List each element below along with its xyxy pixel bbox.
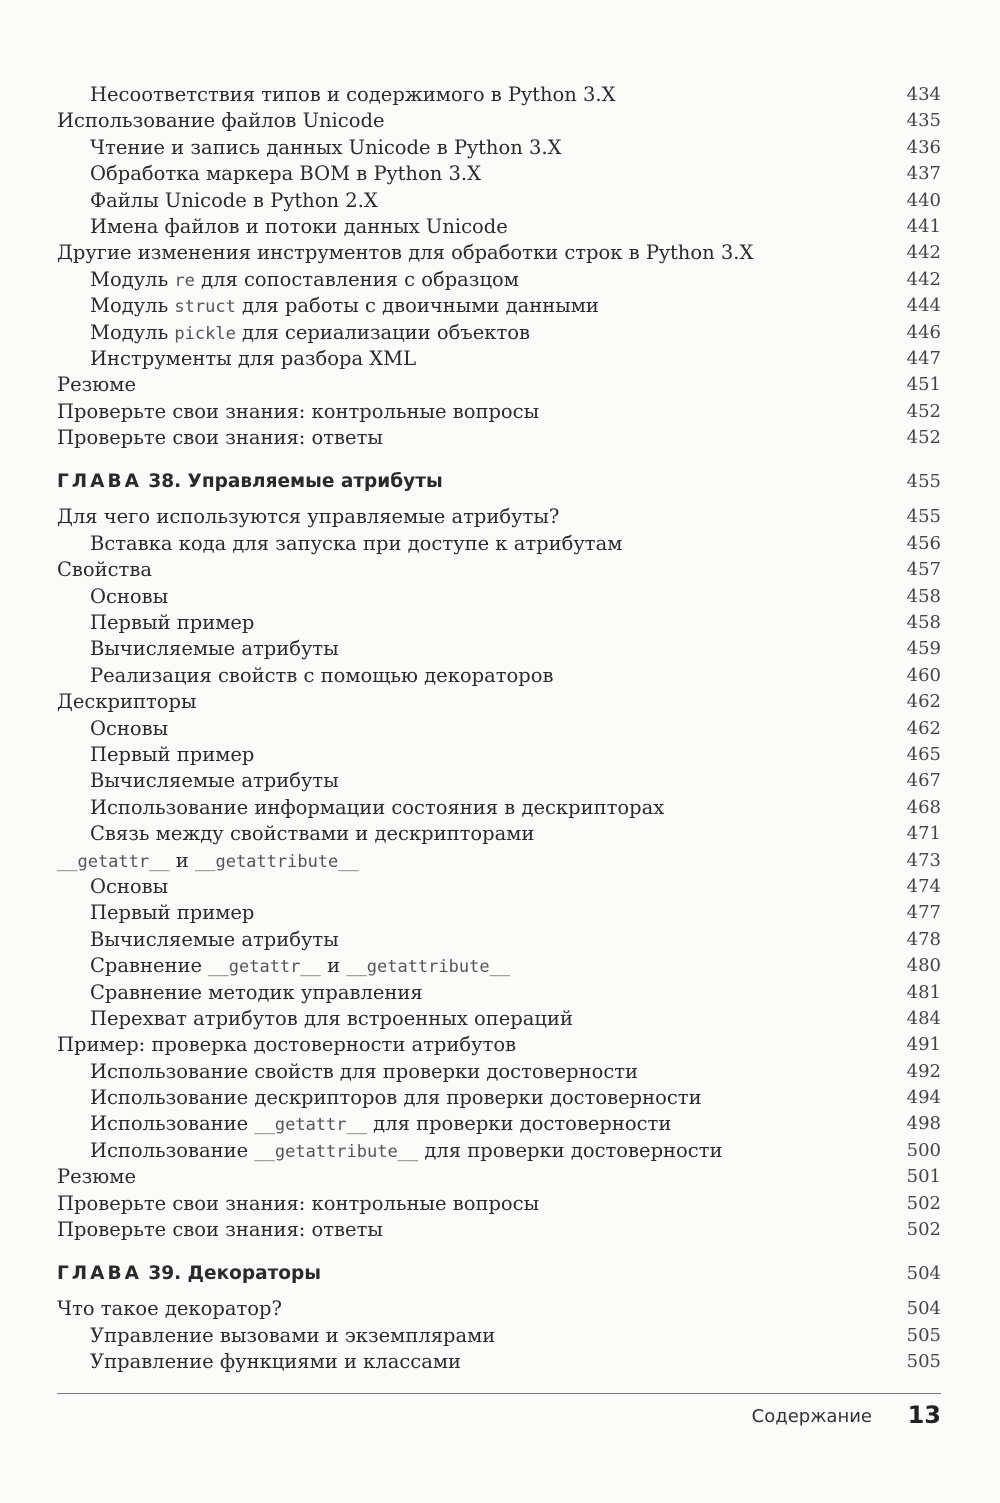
toc-entry-title xyxy=(57,1191,539,1217)
footer-divider xyxy=(57,1393,941,1394)
toc-page-number: 435 xyxy=(906,110,941,132)
chapter-heading xyxy=(57,1257,941,1290)
toc-entry-title xyxy=(90,874,168,900)
toc-page-number: 504 xyxy=(906,1298,941,1320)
title-text: для сопоставления с образцом xyxy=(194,267,519,291)
toc-page-number: 455 xyxy=(906,471,941,493)
toc-subsection xyxy=(57,135,941,161)
toc-page-number: 498 xyxy=(906,1113,941,1135)
toc-page-number: 492 xyxy=(906,1060,941,1082)
toc-page-number: 477 xyxy=(906,902,941,924)
toc-entry-title xyxy=(57,1164,136,1190)
toc-page-number: 480 xyxy=(906,955,941,977)
title-text: Использование xyxy=(90,1112,255,1136)
code-identifier: __getattr__ xyxy=(208,957,321,978)
toc-page-number: 494 xyxy=(906,1087,941,1109)
toc-page-number: 458 xyxy=(906,585,941,607)
code-identifier: __getattribute__ xyxy=(254,1141,419,1162)
toc-section xyxy=(57,1296,941,1322)
toc-page-number: 437 xyxy=(906,163,941,185)
toc-entry-title xyxy=(90,188,378,214)
toc-subsection xyxy=(57,214,941,240)
title-text: Сравнение xyxy=(90,954,209,978)
title-text: Использование свойств для проверки достоверности xyxy=(90,1059,639,1083)
title-text: Проверьте свои знания: ответы xyxy=(57,426,383,450)
toc-entry-title xyxy=(90,161,481,187)
toc-entry-title xyxy=(57,399,539,425)
title-text: Первый пример xyxy=(90,742,255,766)
title-text: Проверьте свои знания: ответы xyxy=(57,1218,383,1242)
title-text: Другие изменения инструментов для обработки строк в Python 3.X xyxy=(57,241,754,265)
title-text: Использование файлов Unicode xyxy=(57,109,385,133)
toc-entry-title xyxy=(90,1085,702,1111)
toc-subsection xyxy=(57,161,941,187)
toc-subsection xyxy=(57,1138,941,1164)
toc-page-number: 434 xyxy=(906,84,941,105)
title-text: Свойства xyxy=(57,558,152,582)
toc-subsection xyxy=(57,346,941,372)
toc-entry-title xyxy=(57,504,559,530)
toc-entry-title xyxy=(90,795,664,821)
title-text: Вычисляемые атрибуты xyxy=(90,637,339,661)
toc-page-number: 504 xyxy=(906,1263,941,1285)
toc-entry-title xyxy=(90,1323,495,1349)
title-text: Вычисляемые атрибуты xyxy=(90,927,339,951)
title-text: Для чего используются управляемые атрибуты? xyxy=(57,505,560,529)
toc-subsection xyxy=(57,821,941,847)
toc-entry-title xyxy=(90,531,622,557)
toc-page-number: 440 xyxy=(906,189,941,211)
chapter-title-text: 39. Декораторы xyxy=(148,1263,321,1285)
toc-section xyxy=(57,372,941,398)
toc-page-number: 446 xyxy=(906,321,941,343)
toc-subsection xyxy=(57,267,941,293)
toc-page-number: 460 xyxy=(906,664,941,686)
toc-entry-title xyxy=(90,610,254,636)
chapter-label: ГЛАВА xyxy=(57,1263,142,1285)
title-text: Основы xyxy=(90,716,169,740)
running-footer-title: Содержание xyxy=(751,1406,872,1427)
toc-section xyxy=(57,1164,941,1190)
toc-subsection xyxy=(57,1085,941,1111)
toc-entry-title xyxy=(90,346,416,372)
toc-section xyxy=(57,1032,941,1058)
title-text: Связь между свойствами и дескрипторами xyxy=(90,822,535,846)
toc-subsection xyxy=(57,1006,941,1032)
toc-page-number: 501 xyxy=(906,1166,941,1188)
page-number: 13 xyxy=(907,1401,941,1429)
toc-page-number: 459 xyxy=(906,638,941,660)
title-text: Управление функциями и классами xyxy=(90,1350,461,1374)
title-text: и xyxy=(320,954,347,978)
toc-subsection xyxy=(57,900,941,926)
toc-subsection xyxy=(57,663,941,689)
toc-page-number: 451 xyxy=(906,374,941,396)
title-text: Имена файлов и потоки данных Unicode xyxy=(90,214,508,238)
toc-subsection xyxy=(57,953,941,979)
chapter-title xyxy=(57,1257,321,1290)
title-text: Резюме xyxy=(57,1165,136,1189)
toc-entry-title xyxy=(90,636,339,662)
title-text: для сериализации объектов xyxy=(235,320,530,344)
code-identifier: pickle xyxy=(174,323,236,344)
toc-page-number: 505 xyxy=(906,1351,941,1373)
toc-page-number: 465 xyxy=(906,743,941,765)
chapter-title-text: 38. Управляемые атрибуты xyxy=(148,471,443,493)
toc-page-number: 491 xyxy=(906,1034,941,1056)
toc-entry-title xyxy=(90,742,254,768)
title-text: для работы с двоичными данными xyxy=(235,294,599,318)
toc-section xyxy=(57,108,941,134)
toc-entry-title xyxy=(90,953,510,980)
toc-page-number: 462 xyxy=(906,717,941,739)
toc-entry-title xyxy=(90,663,554,689)
toc-section xyxy=(57,1191,941,1217)
toc-page-number: 444 xyxy=(906,295,941,317)
title-text: для проверки достоверности xyxy=(418,1138,723,1162)
toc-subsection xyxy=(57,188,941,214)
toc-entry-title xyxy=(57,1217,383,1243)
toc-entry-title xyxy=(57,1296,282,1322)
toc-page-number: 442 xyxy=(906,268,941,290)
title-text: Вычисляемые атрибуты xyxy=(90,769,339,793)
toc-page-number: 500 xyxy=(906,1139,941,1161)
title-text: Обработка маркера BOM в Python 3.X xyxy=(90,162,481,186)
title-text: Файлы Unicode в Python 2.X xyxy=(90,188,378,212)
toc-subsection xyxy=(57,636,941,662)
toc-subsection xyxy=(57,980,941,1006)
toc-page-number: 468 xyxy=(906,796,941,818)
toc-page-number: 436 xyxy=(906,136,941,158)
title-text: Чтение и запись данных Unicode в Python 3.X xyxy=(90,135,562,159)
toc-entry-title xyxy=(90,1349,461,1375)
title-text: и xyxy=(169,848,195,872)
toc-entry-title xyxy=(90,135,561,161)
title-text: Что такое декоратор? xyxy=(57,1297,282,1321)
toc-page-number: 442 xyxy=(906,242,941,264)
toc-page-number: 441 xyxy=(906,215,941,237)
toc-subsection xyxy=(57,874,941,900)
toc-section xyxy=(57,1217,941,1243)
toc-page-number: 505 xyxy=(906,1324,941,1346)
toc-subsection xyxy=(57,584,941,610)
title-text: Проверьте свои знания: контрольные вопросы xyxy=(57,1191,540,1215)
toc-page-number: 452 xyxy=(906,400,941,422)
toc-entry-title xyxy=(90,214,508,240)
table-of-contents xyxy=(57,82,941,1376)
toc-subsection xyxy=(57,610,941,636)
code-identifier: __getattribute__ xyxy=(346,957,511,978)
toc-entry-title xyxy=(90,980,423,1006)
title-text: Использование информации состояния в дескрипторах xyxy=(90,795,665,819)
toc-entry-title xyxy=(57,557,152,583)
toc-section xyxy=(57,240,941,266)
title-text: Вставка кода для запуска при доступе к атрибутам xyxy=(90,531,623,555)
code-identifier: __getattr__ xyxy=(57,851,170,872)
toc-page-number: 467 xyxy=(906,770,941,792)
toc-page-number: 478 xyxy=(906,928,941,950)
title-text: Дескрипторы xyxy=(57,690,197,714)
toc-entry-title xyxy=(90,267,519,294)
toc-subsection xyxy=(57,795,941,821)
toc-page-number: 462 xyxy=(906,691,941,713)
toc-entry-title xyxy=(90,927,339,953)
toc-entry-title xyxy=(90,584,168,610)
toc-page-number: 502 xyxy=(906,1219,941,1241)
code-identifier: struct xyxy=(174,297,236,318)
toc-entry-title xyxy=(57,240,753,266)
toc-subsection xyxy=(57,531,941,557)
toc-page-number: 447 xyxy=(906,347,941,369)
toc-section xyxy=(57,425,941,451)
toc-section xyxy=(57,557,941,583)
toc-subsection xyxy=(57,1059,941,1085)
title-text: Использование дескрипторов для проверки достоверности xyxy=(90,1086,702,1110)
toc-section xyxy=(57,848,941,874)
toc-page-number: 474 xyxy=(906,875,941,897)
title-text: Пример: проверка достоверности атрибутов xyxy=(57,1033,517,1057)
title-text: Использование xyxy=(90,1138,255,1162)
chapter-label: ГЛАВА xyxy=(57,471,142,493)
title-text: Управление вызовами и экземплярами xyxy=(90,1323,496,1347)
toc-section xyxy=(57,504,941,530)
code-identifier: re xyxy=(174,270,195,291)
title-text: Модуль xyxy=(90,267,175,291)
toc-subsection xyxy=(57,1323,941,1349)
title-text: для проверки достоверности xyxy=(366,1112,672,1136)
toc-entry-title xyxy=(57,425,383,451)
toc-entry-title xyxy=(90,768,339,794)
toc-page-number: 452 xyxy=(906,427,941,449)
toc-page-number: 456 xyxy=(906,532,941,554)
title-text: Первый пример xyxy=(90,901,255,925)
toc-subsection xyxy=(57,716,941,742)
toc-entry-title xyxy=(90,716,168,742)
title-text: Первый пример xyxy=(90,611,255,635)
title-text: Основы xyxy=(90,584,169,608)
toc-entry-title xyxy=(57,372,136,398)
toc-subsection xyxy=(57,927,941,953)
toc-entry-title xyxy=(57,1032,516,1058)
toc-section xyxy=(57,689,941,715)
toc-subsection xyxy=(57,768,941,794)
toc-page-number: 471 xyxy=(906,823,941,845)
title-text: Инструменты для разбора XML xyxy=(90,346,417,370)
toc-subsection xyxy=(57,82,941,108)
toc-page-number: 502 xyxy=(906,1192,941,1214)
toc-page-number: 457 xyxy=(906,559,941,581)
toc-page-number: 458 xyxy=(906,612,941,634)
toc-entry-title xyxy=(90,320,530,347)
title-text: Проверьте свои знания: контрольные вопросы xyxy=(57,399,540,423)
toc-entry-title xyxy=(90,821,534,847)
title-text: Основы xyxy=(90,874,169,898)
toc-entry-title xyxy=(57,689,197,715)
toc-entry-title xyxy=(57,848,359,875)
title-text: Несоответствия типов и содержимого в Python 3.X xyxy=(90,83,616,106)
toc-entry-title xyxy=(90,1006,573,1032)
toc-page-number: 455 xyxy=(906,506,941,528)
toc-entry-title xyxy=(90,1138,723,1165)
code-identifier: __getattribute__ xyxy=(195,851,359,872)
title-text: Перехват атрибутов для встроенных операций xyxy=(90,1006,573,1030)
title-text: Реализация свойств с помощью декораторов xyxy=(90,663,554,687)
toc-subsection xyxy=(57,293,941,319)
toc-subsection xyxy=(57,1111,941,1137)
toc-entry-title xyxy=(90,1059,638,1085)
toc-page-number: 484 xyxy=(906,1007,941,1029)
toc-entry-title xyxy=(57,108,384,134)
toc-page-number: 473 xyxy=(906,849,941,871)
title-text: Модуль xyxy=(90,294,175,318)
title-text: Модуль xyxy=(90,320,175,344)
title-text: Сравнение методик управления xyxy=(90,980,423,1004)
toc-page-number: 481 xyxy=(906,981,941,1003)
chapter-heading xyxy=(57,465,941,498)
toc-entry-title xyxy=(90,293,599,320)
toc-entry-title xyxy=(90,1111,671,1138)
toc-entry-title xyxy=(90,900,254,926)
toc-subsection xyxy=(57,1349,941,1375)
title-text: Резюме xyxy=(57,373,136,397)
code-identifier: __getattr__ xyxy=(254,1115,367,1136)
chapter-title xyxy=(57,465,443,498)
toc-entry-title xyxy=(90,82,616,108)
toc-section xyxy=(57,399,941,425)
toc-subsection xyxy=(57,742,941,768)
toc-subsection xyxy=(57,320,941,346)
